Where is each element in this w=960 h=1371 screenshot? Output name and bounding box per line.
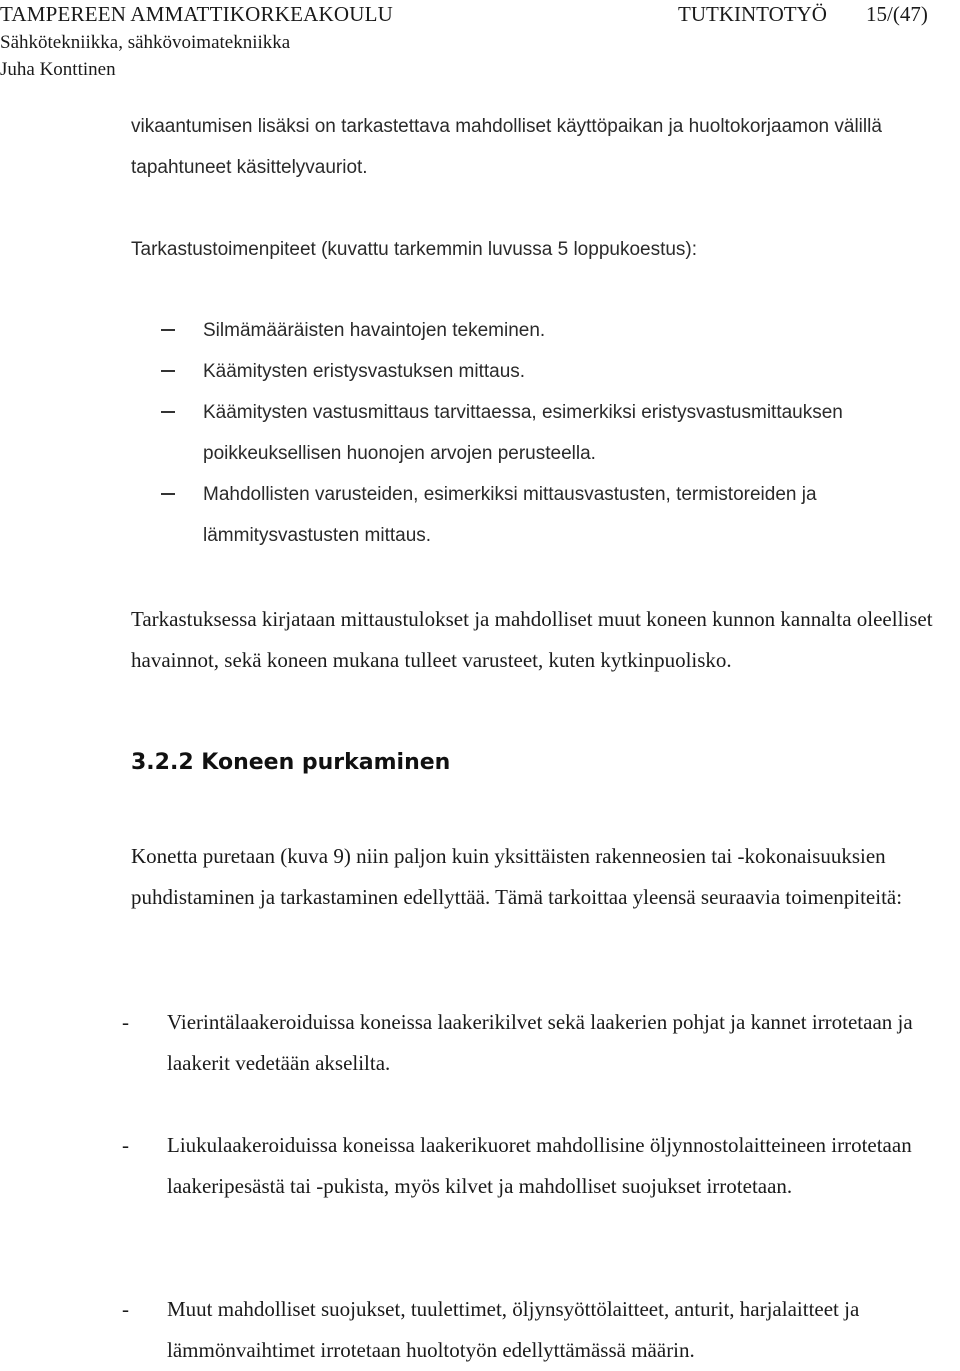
list-item [131,474,951,556]
list-item [122,1125,952,1207]
list-item-text: Mahdollisten varusteiden, esimerkiksi mittausvastusten, termistoreiden ja lämmitysvastusten mittaus. [203,484,817,546]
recording-paragraph: Tarkastuksessa kirjataan mittaustulokset ja mahdolliset muut koneen kunnon kannalta oleelliset havainnot, sekä koneen mukana tulleet varusteet, kuten kytkinpuolisko. [131,607,933,672]
list-item [131,392,951,474]
list-item-text: Muut mahdolliset suojukset, tuulettimet, öljynsyöttölaitteet, anturit, harjalaitteet ja lämmönvaihtimet irrotetaan huoltotyön edellyttämässä määrin. [167,1297,860,1362]
disassembly-step-1 [122,1002,952,1084]
inspection-intro: Tarkastustoimenpiteet (kuvattu tarkemmin luvussa 5 loppukoestus): [131,239,698,260]
header-organization: TAMPEREEN AMMATTIKORKEAKOULU [0,2,393,26]
inspection-list [131,310,951,556]
list-item [122,1002,952,1084]
list-item [122,1289,952,1371]
disassembly-step-2 [122,1125,952,1207]
disassembly-step-3 [122,1289,952,1371]
hyphen-bullet: - [122,1133,129,1157]
disassembly-paragraph: Konetta puretaan (kuva 9) niin paljon kuin yksittäisten rakenneosien tai -kokonaisuuksien puhdistaminen ja tarkastaminen edellyttää. Tämä tarkoittaa yleensä seuraavia toimenpiteitä: [131,844,903,909]
list-item-text: Käämitysten vastusmittaus tarvittaessa, esimerkiksi eristysvastusmittauksen poikkeuksellisen huonojen arvojen perusteella. [203,402,843,464]
section-heading: 3.2.2 Koneen purkaminen [131,750,451,775]
list-item [131,310,951,351]
header-page-number: 15/(47) [866,2,928,26]
hyphen-bullet: - [122,1297,129,1321]
dash-bullet [161,370,175,372]
header-author: Juha Konttinen [0,59,116,80]
dash-bullet [161,329,175,331]
header-document-type: TUTKINTOTYÖ [678,2,827,26]
intro-paragraph: vikaantumisen lisäksi on tarkastettava mahdolliset käyttöpaikan ja huoltokorjaamon välillä tapahtuneet käsittelyvauriot. [131,116,882,178]
hyphen-bullet: - [122,1010,129,1034]
list-item [131,351,951,392]
list-item-text: Vierintälaakeroiduissa koneissa laakerikilvet sekä laakerien pohjat ja kannet irrotetaan ja laakerit vedetään akselilta. [167,1010,913,1075]
list-item-text: Silmämääräisten havaintojen tekeminen. [203,320,546,341]
list-item-text: Käämitysten eristysvastuksen mittaus. [203,361,526,382]
list-item-text: Liukulaakeroiduissa koneissa laakerikuoret mahdollisine öljynnostolaitteineen irrotetaan laakeripesästä tai -pukista, myös kilvet ja mahdolliset suojukset irrotetaan. [167,1133,912,1198]
header-department: Sähkötekniikka, sähkövoimatekniikka [0,32,291,53]
dash-bullet [161,493,175,495]
dash-bullet [161,411,175,413]
